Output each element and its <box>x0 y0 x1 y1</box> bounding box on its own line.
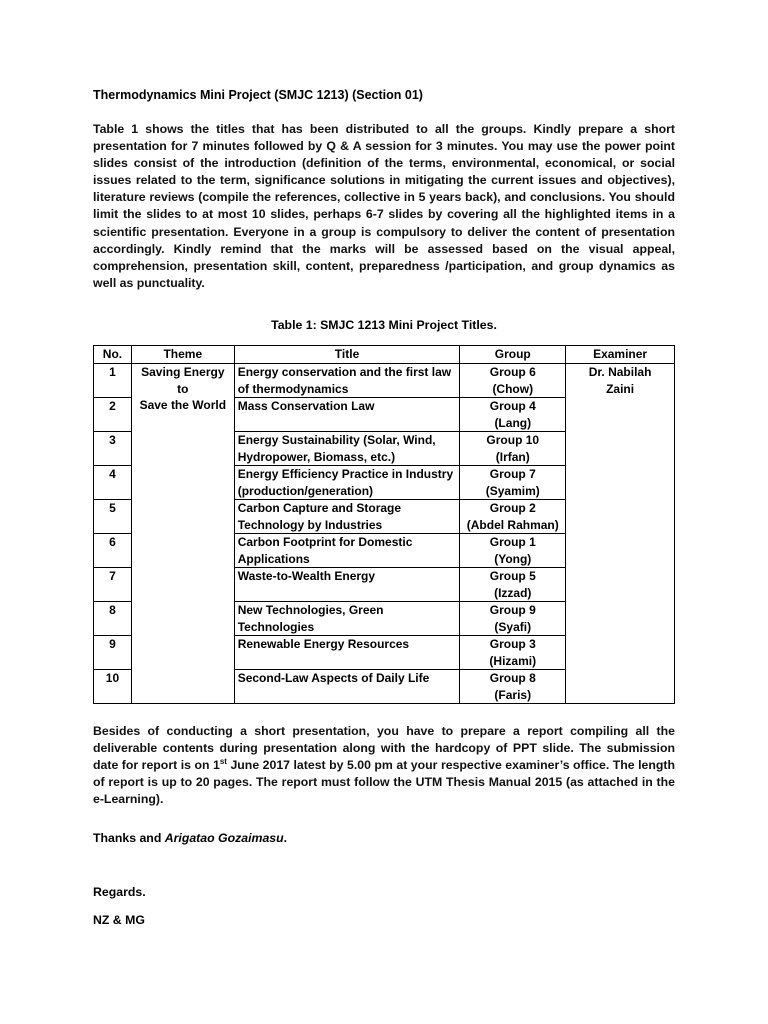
table-caption: Table 1: SMJC 1213 Mini Project Titles. <box>271 318 497 332</box>
title-line: Technology by Industries <box>237 517 383 532</box>
report-sup: st <box>219 757 227 767</box>
group-line: Group 3 <box>489 637 536 651</box>
report-text-2: June 2017 latest by 5.00 pm at your respective examiner’s office. The length of report is up to 20 pages. The report must follow the UTM Thesis Manual 2015 (as attached in the e-Learning). <box>93 758 675 807</box>
header-group: Group <box>460 346 566 364</box>
cell-no: 8 <box>94 602 132 636</box>
group-line: (Abdel Rahman) <box>466 517 559 532</box>
cell-no: 10 <box>94 670 132 704</box>
group-line: (Irfan) <box>495 449 530 464</box>
group-line: Group 6 <box>489 365 536 379</box>
table-row <box>94 364 675 398</box>
title-line: Carbon Footprint for Domestic <box>237 535 413 549</box>
title-line: New Technologies, Green <box>237 603 384 617</box>
group-line: Group 8 <box>489 671 536 685</box>
thanks-text: Thanks and <box>93 831 165 845</box>
title-line: of thermodynamics <box>237 381 349 396</box>
group-line: Group 5 <box>489 569 536 583</box>
title-line: Energy Efficiency Practice in Industry <box>237 467 454 481</box>
cell-title <box>234 364 460 398</box>
title-line: Renewable Energy Resources <box>237 637 410 651</box>
cell-group <box>460 364 566 398</box>
header-no: No. <box>94 346 132 364</box>
title-line: Waste-to-Wealth Energy <box>237 569 376 583</box>
cell-examiner <box>566 364 675 704</box>
cell-title <box>234 500 460 534</box>
signature: NZ & MG <box>93 913 145 927</box>
intro-paragraph: Table 1 shows the titles that has been distributed to all the groups. Kindly prepare a short presentation for 7 minutes followed by Q & A session for 3 minutes. You may use the power point slides consist of the introduction (definition of the terms, environmental, economical, or social issues related to the term, significance solutions in mitigating the current issues and objectives), literature reviews (compile the references, collective in 5 years back), and conclusions. You should limit the slides to at most 10 slides, perhaps 6-7 slides by covering all the highlighted items in a scientific presentation. Everyone in a group is compulsory to deliver the content of presentation accordingly. Kindly remind that the marks will be assessed based on the visual appeal, comprehension, presentation skill, content, preparedness /participation, and group dynamics as well as punctuality. <box>93 122 675 290</box>
cell-group <box>460 636 566 670</box>
thanks-line <box>93 831 287 845</box>
report-text-1: Besides of conducting a short presentation, you have to prepare a report compiling all the deliverable contents during presentation along with the hardcopy of PPT slide. The submission date for report is on 1 <box>93 724 675 773</box>
theme-line: Save the World <box>139 398 227 412</box>
title-line: Second-Law Aspects of Daily Life <box>237 671 430 685</box>
cell-no: 7 <box>94 568 132 602</box>
cell-no: 6 <box>94 534 132 568</box>
cell-group <box>460 432 566 466</box>
group-line: (Lang) <box>494 415 532 430</box>
project-titles-table <box>93 345 675 704</box>
cell-group <box>460 500 566 534</box>
document-title: Thermodynamics Mini Project (SMJC 1213) (Section 01) <box>93 88 423 102</box>
cell-title <box>234 432 460 466</box>
group-line: Group 7 <box>489 467 536 481</box>
cell-no: 4 <box>94 466 132 500</box>
group-line: (Hizami) <box>489 653 537 668</box>
theme-line: Saving Energy to <box>141 365 225 396</box>
table-header-row <box>94 346 675 364</box>
cell-group <box>460 670 566 704</box>
cell-no: 1 <box>94 364 132 398</box>
title-line: Energy conservation and the first law <box>237 365 452 379</box>
group-line: Group 10 <box>486 433 540 447</box>
examiner-line: Zaini <box>606 381 635 396</box>
header-examiner: Examiner <box>566 346 675 364</box>
cell-title <box>234 670 460 704</box>
group-line: (Izzad) <box>494 585 532 600</box>
group-line: Group 2 <box>489 501 536 515</box>
cell-title <box>234 568 460 602</box>
report-paragraph <box>93 723 675 808</box>
title-line: Hydropower, Biomass, etc.) <box>237 449 396 464</box>
cell-title <box>234 534 460 568</box>
cell-group <box>460 568 566 602</box>
cell-no: 2 <box>94 398 132 432</box>
group-line: Group 9 <box>489 603 536 617</box>
regards-line: Regards. <box>93 885 146 899</box>
cell-no: 9 <box>94 636 132 670</box>
group-line: Group 1 <box>489 535 536 549</box>
cell-theme <box>131 364 234 704</box>
cell-group <box>460 466 566 500</box>
title-line: Energy Sustainability (Solar, Wind, <box>237 433 436 447</box>
title-line: Carbon Capture and Storage <box>237 501 402 515</box>
title-line: Technologies <box>237 619 315 634</box>
header-theme: Theme <box>131 346 234 364</box>
title-line: Mass Conservation Law <box>237 399 375 413</box>
group-line: (Syamim) <box>485 483 540 498</box>
cell-title <box>234 398 460 432</box>
cell-no: 5 <box>94 500 132 534</box>
thanks-end: . <box>283 831 288 845</box>
examiner-line: Dr. Nabilah <box>588 365 652 379</box>
cell-title <box>234 602 460 636</box>
title-line: (production/generation) <box>237 483 374 498</box>
thanks-italic: Arigatao Gozaimasu <box>164 831 284 845</box>
cell-title <box>234 466 460 500</box>
group-line: (Syafi) <box>494 619 532 634</box>
group-line: (Chow) <box>492 381 534 396</box>
cell-no: 3 <box>94 432 132 466</box>
group-line: (Faris) <box>494 687 532 702</box>
cell-group <box>460 602 566 636</box>
cell-group <box>460 398 566 432</box>
header-title: Title <box>234 346 460 364</box>
group-line: Group 4 <box>489 399 536 413</box>
cell-group <box>460 534 566 568</box>
group-line: (Yong) <box>494 551 532 566</box>
cell-title <box>234 636 460 670</box>
title-line: Applications <box>237 551 310 566</box>
